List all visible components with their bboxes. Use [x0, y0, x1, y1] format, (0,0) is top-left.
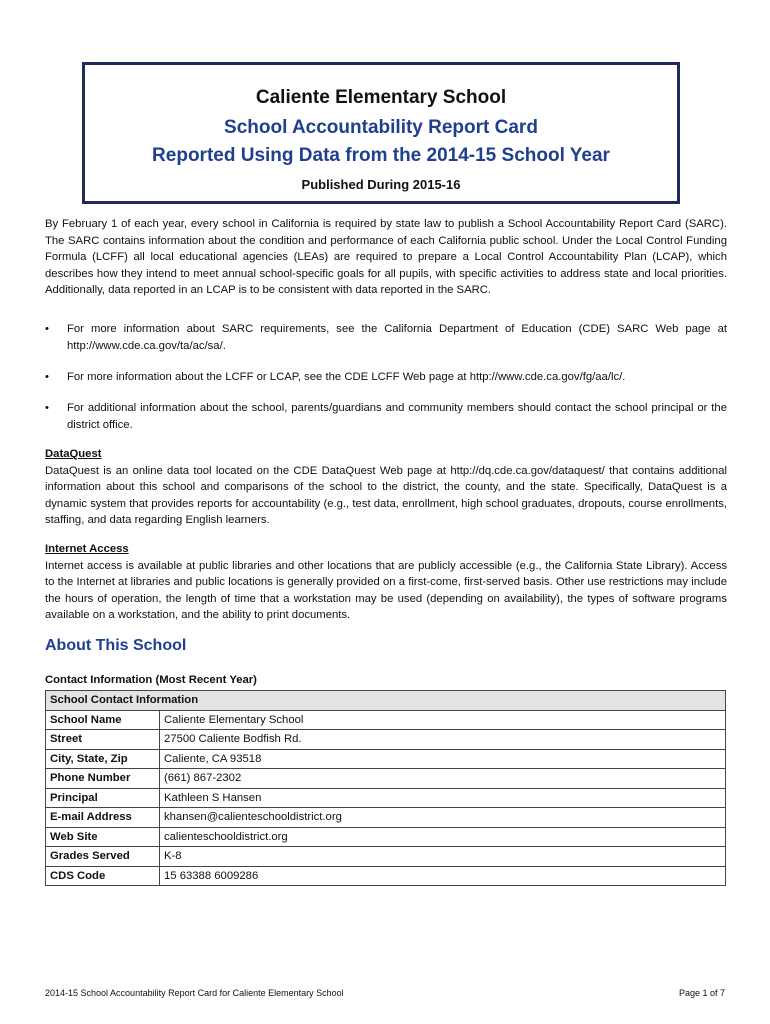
bullet-text: For more information about the LCFF or LCAP, see the CDE LCFF Web page at http://www.cde.ca.gov/fg/aa/lc/.: [67, 371, 626, 383]
row-label: Web Site: [46, 827, 160, 847]
internet-access-heading: Internet Access: [45, 543, 129, 555]
table-row: [46, 749, 726, 769]
bullet-glyph: •: [45, 402, 49, 414]
table-row: [46, 788, 726, 808]
school-name-title: Caliente Elementary School: [255, 87, 507, 108]
row-label: School Name: [46, 710, 160, 730]
table-row: [46, 710, 726, 730]
row-label: Grades Served: [46, 847, 160, 867]
row-value: 15 63388 6009286: [160, 866, 726, 886]
footer-page-number: Page 1 of 7: [678, 988, 725, 998]
table-row: [46, 808, 726, 828]
internet-access-section: [45, 541, 727, 624]
row-value: calienteschooldistrict.org: [160, 827, 726, 847]
internet-access-text: Internet access is available at public libraries and other locations that are publicly accessible (e.g., the California State Library). Access to the Internet at libraries and public locations is generally provided on a first-come, first-served basis. Other use restrictions may include the hours of operation, the length of time that a workstation may be used (depending on availability), the types of software programs available on a workstation, and the ability to print documents.: [45, 559, 727, 621]
row-label: Phone Number: [46, 769, 160, 789]
row-value: (661) 867-2302: [160, 769, 726, 789]
row-value: khansen@calienteschooldistrict.org: [160, 808, 726, 828]
bullet-item: [45, 400, 727, 433]
table-row: [46, 847, 726, 867]
row-value: K-8: [160, 847, 726, 867]
table-row: [46, 866, 726, 886]
bullet-item: [45, 369, 727, 386]
table-header-cell: School Contact Information: [46, 691, 726, 711]
published-date: Published During 2015-16: [301, 177, 461, 192]
row-value: Kathleen S Hansen: [160, 788, 726, 808]
dataquest-section: [45, 446, 727, 529]
row-label: E-mail Address: [46, 808, 160, 828]
contact-info-label: Contact Information (Most Recent Year): [45, 674, 257, 686]
row-value: 27500 Caliente Bodfish Rd.: [160, 730, 726, 750]
intro-paragraph: By February 1 of each year, every school in California is required by state law to publish a School Accountability Report Card (SARC). The SARC contains information about the condition and performance of each California public school. Under the Local Control Funding Formula (LCFF) all local educational agencies (LEAs) are required to prepare a Local Control Accountability Plan (LCAP), which describes how they intend to meet annual school-specific goals for all pupils, with specific activities to address state and local priorities. Additionally, data reported in an LCAP is to be consistent with data reported in the SARC.: [45, 218, 727, 296]
table-row: [46, 827, 726, 847]
about-school-heading: About This School: [45, 637, 187, 654]
row-label: Principal: [46, 788, 160, 808]
report-year-title: Reported Using Data from the 2014-15 School Year: [152, 145, 610, 166]
bullet-glyph: •: [45, 371, 49, 383]
school-contact-table: [45, 690, 726, 886]
row-label: CDS Code: [46, 866, 160, 886]
table-row: [46, 769, 726, 789]
row-label: Street: [46, 730, 160, 750]
dataquest-text: DataQuest is an online data tool located on the CDE DataQuest Web page at http://dq.cde.ca.gov/dataquest/ that contains additional information about this school and comparisons of the school to the district, the county, and the state. Specifically, DataQuest is a dynamic system that provides reports for accountability (e.g., test data, enrollment, high school graduates, dropouts, course enrollments, staffing, and data regarding English learners.: [45, 464, 727, 526]
footer-document-title: 2014-15 School Accountability Report Card for Caliente Elementary School: [45, 988, 344, 998]
row-label: City, State, Zip: [46, 749, 160, 769]
bullet-text: For additional information about the school, parents/guardians and community members should contact the school principal or the district office.: [67, 402, 727, 431]
bullet-glyph: •: [45, 323, 49, 335]
bullet-text: For more information about SARC requirements, see the California Department of Education (CDE) SARC Web page at http://www.cde.ca.gov/ta/ac/sa/.: [67, 323, 727, 352]
row-value: Caliente Elementary School: [160, 710, 726, 730]
dataquest-heading: DataQuest: [45, 448, 102, 460]
row-value: Caliente, CA 93518: [160, 749, 726, 769]
title-box: [82, 62, 680, 204]
bullet-item: [45, 321, 727, 354]
report-title: School Accountability Report Card: [224, 117, 538, 138]
table-header-row: [46, 691, 726, 711]
table-row: [46, 730, 726, 750]
